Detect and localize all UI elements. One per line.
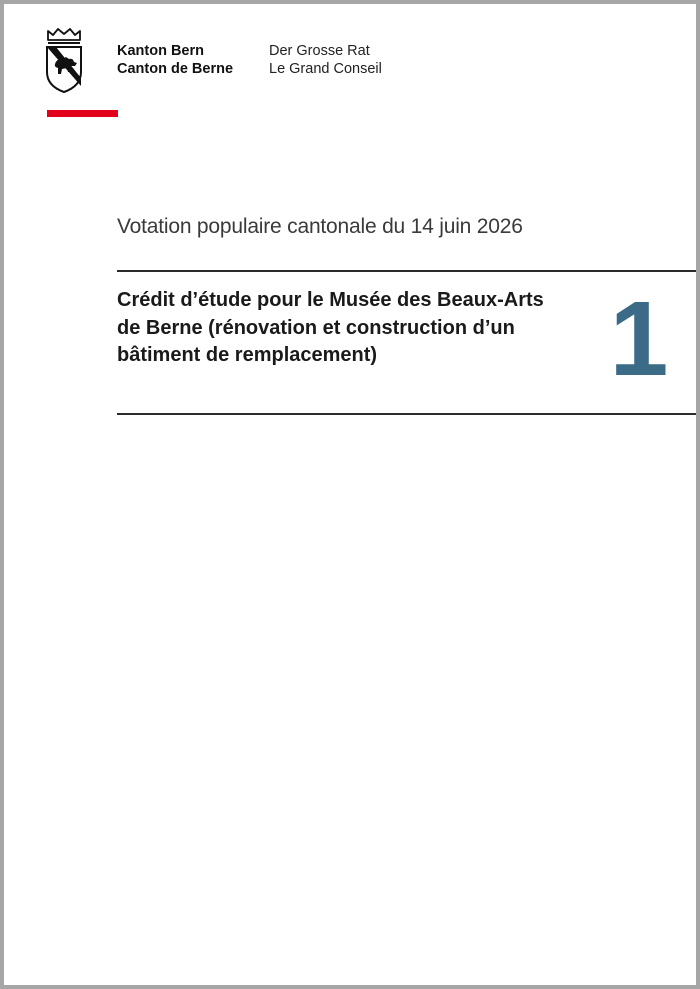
council-name-fr: Le Grand Conseil: [269, 61, 382, 77]
canton-name-block: [117, 42, 233, 78]
council-name-de: Der Grosse Rat: [269, 43, 370, 59]
subject-number: 1: [609, 280, 669, 398]
accent-red-bar: [47, 110, 118, 117]
vote-date-heading: Votation populaire cantonale du 14 juin 2026: [117, 215, 523, 238]
canton-name-fr: Canton de Berne: [117, 61, 234, 77]
bern-coat-of-arms-icon: [44, 26, 84, 94]
subject-title: Crédit d’étude pour le Musée des Beaux-Arts de Berne (rénovation et construction d’un bâtiment de remplacement): [117, 289, 544, 366]
divider-top: [117, 270, 696, 272]
council-name-block: [269, 42, 382, 78]
canton-name-de: Kanton Bern: [117, 43, 204, 59]
divider-bottom: [117, 413, 696, 415]
